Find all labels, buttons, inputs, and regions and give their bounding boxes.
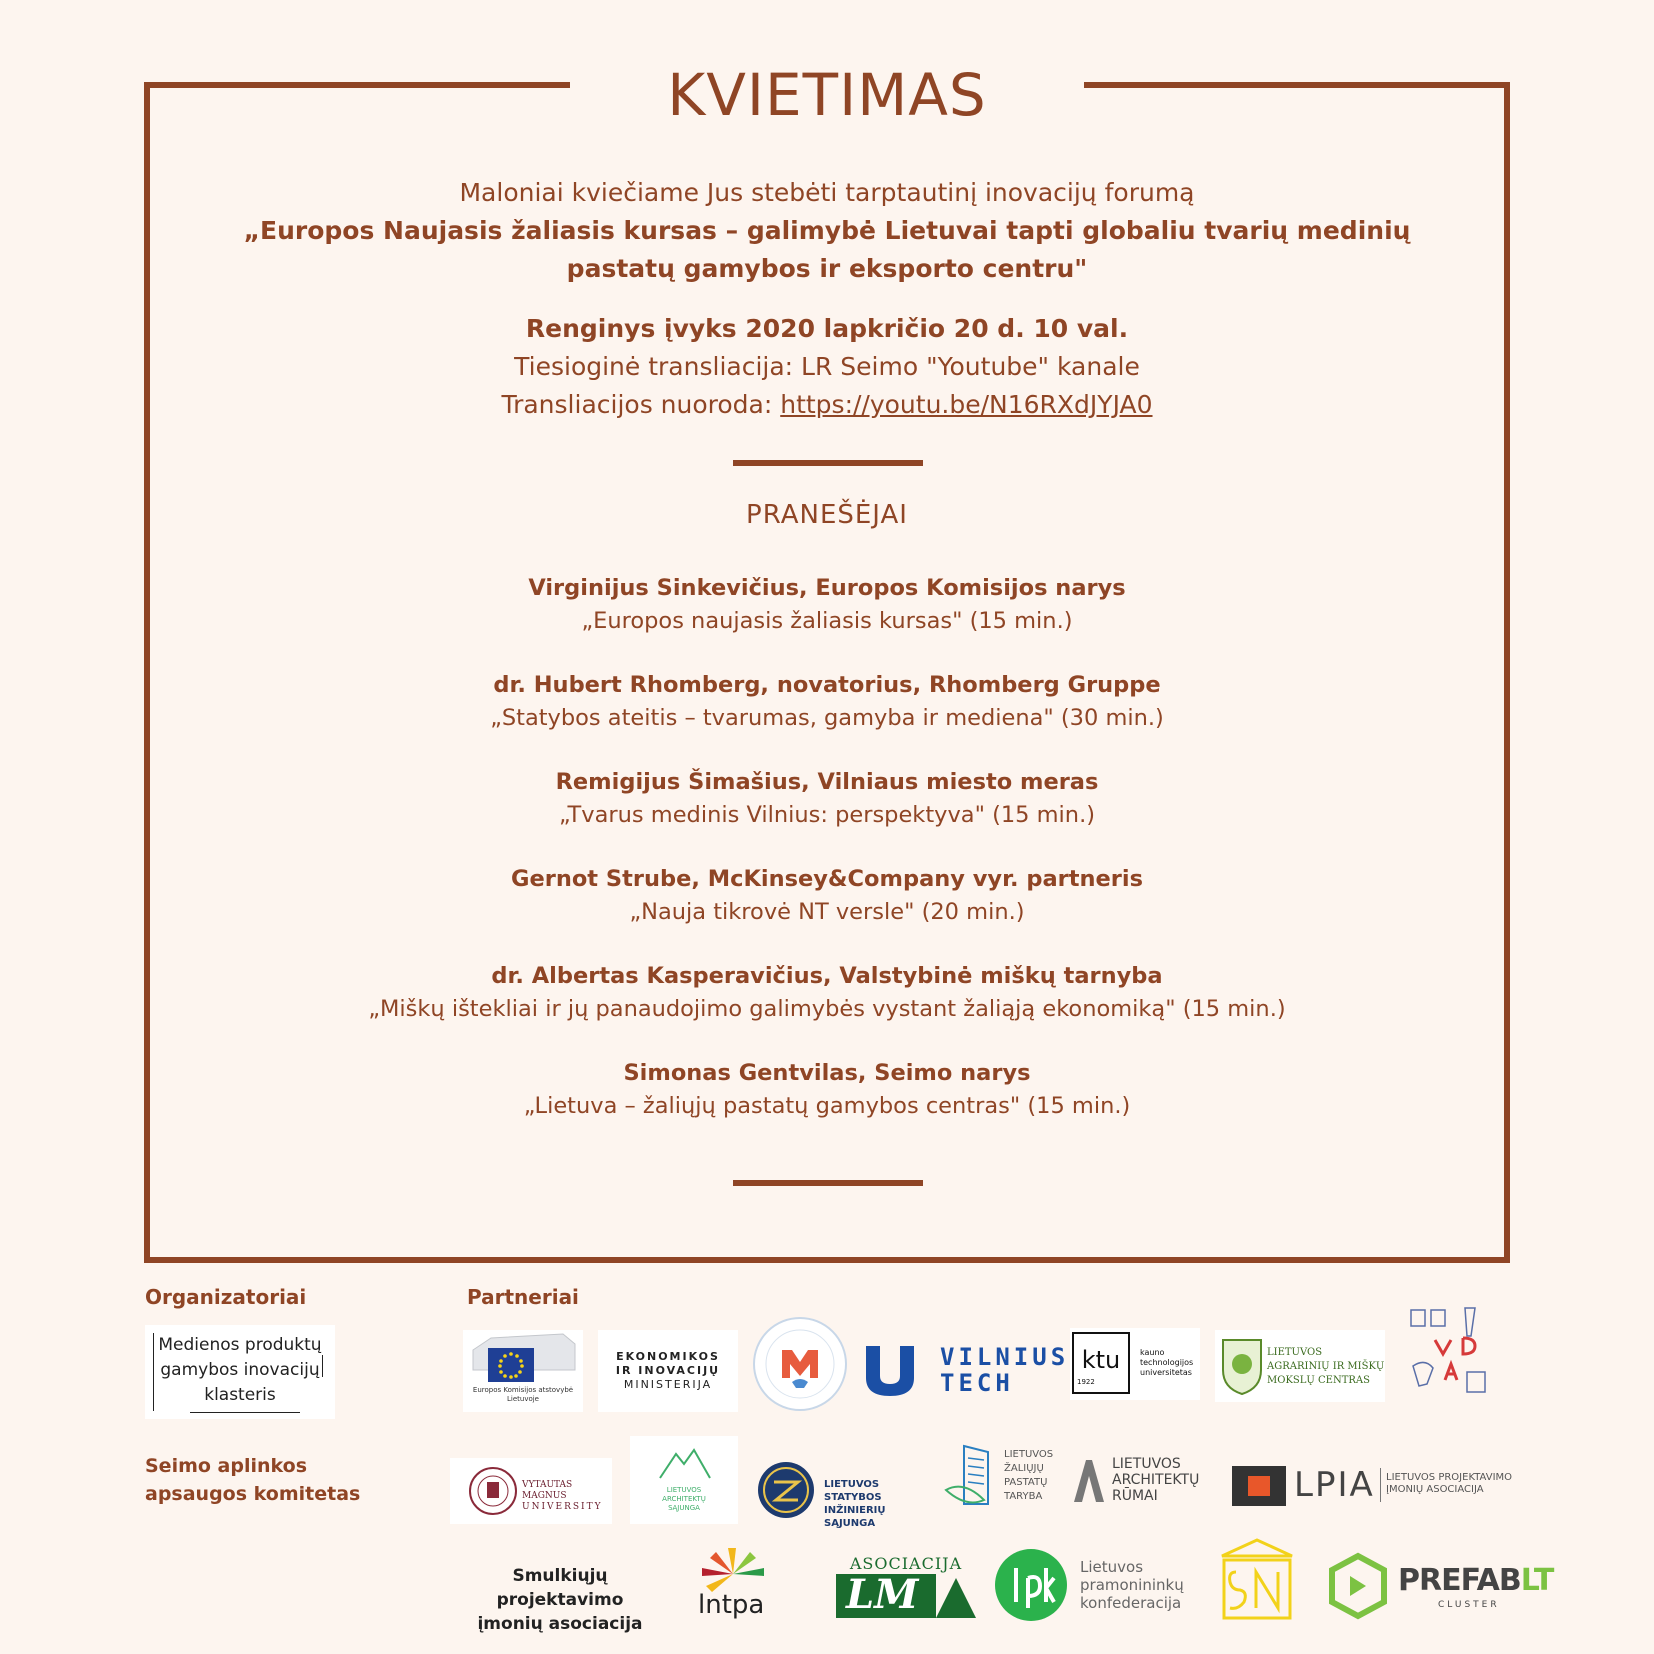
lm-top-text: ASOCIACIJA bbox=[849, 1554, 963, 1573]
vda-logo bbox=[1405, 1306, 1495, 1406]
las-logo bbox=[630, 1436, 738, 1524]
event-date: Renginys įvyks 2020 lapkričio 20 d. 10 val. bbox=[525, 314, 1129, 343]
ec-representation-logo bbox=[463, 1330, 583, 1412]
speaker-name: Simonas Gentvilas, Seimo narys bbox=[623, 1060, 1031, 1086]
ktu-logo bbox=[1070, 1328, 1200, 1400]
stream-info: Tiesioginė transliacija: LR Seimo "Youtube" kanale bbox=[514, 352, 1140, 381]
lpk-text: konfederacija bbox=[1080, 1594, 1182, 1612]
speaker-talk: „Nauja tikrovė NT versle" (20 min.) bbox=[629, 899, 1025, 925]
speaker-item bbox=[160, 960, 1494, 1026]
lzpt-text: TARYBA bbox=[1004, 1491, 1043, 1502]
environment-ministry-logo bbox=[752, 1316, 848, 1412]
environment-ministry-emblem-icon bbox=[752, 1316, 848, 1412]
las-text: LIETUVOS bbox=[666, 1486, 702, 1494]
speaker-name: dr. Hubert Rhomberg, novatorius, Rhomberg Gruppe bbox=[493, 672, 1161, 698]
vilnius-tech-line: TECH bbox=[940, 1369, 1014, 1397]
ec-caption: Europos Komisijos atstovybė bbox=[472, 1386, 574, 1394]
lntpa-text: lntpa bbox=[698, 1590, 765, 1620]
lar-logo bbox=[1070, 1454, 1220, 1510]
speaker-name: Virginijus Sinkevičius, Europos Komisijos narys bbox=[528, 575, 1126, 601]
speaker-name: Gernot Strube, McKinsey&Company vyr. partneris bbox=[511, 866, 1143, 892]
lpia-text: ĮMONIŲ ASOCIACIJA bbox=[1386, 1484, 1484, 1495]
lm-mark: LM bbox=[846, 1571, 919, 1618]
lzpt-text: LIETUVOS bbox=[1004, 1449, 1054, 1460]
lpia-logo bbox=[1232, 1464, 1522, 1508]
lzpt-text: PASTATŲ bbox=[1004, 1477, 1048, 1488]
lsis-emblem-icon bbox=[756, 1460, 816, 1520]
ktu-text: kauno bbox=[1140, 1348, 1165, 1357]
forum-title-line2: pastatų gamybos ir eksporto centru" bbox=[566, 254, 1088, 283]
lsis-text: INŽINIERIŲ SĄJUNGA bbox=[824, 1505, 886, 1529]
speaker-item bbox=[160, 863, 1494, 929]
ktu-text: technologijos bbox=[1140, 1358, 1194, 1367]
eim-line: MINISTERIJA bbox=[623, 1378, 713, 1391]
vdu-text: VYTAUTAS MAGNUS bbox=[522, 1480, 573, 1501]
eim-ministry-logo bbox=[598, 1330, 738, 1412]
speaker-talk: „Europos naujasis žaliasis kursas" (15 min.) bbox=[581, 608, 1073, 634]
organizer-logo-bar bbox=[153, 1333, 154, 1411]
committee-line: apsaugos komitetas bbox=[145, 1483, 361, 1505]
lammc-text: MOKSLŲ CENTRAS bbox=[1267, 1375, 1370, 1386]
divider bbox=[733, 1180, 923, 1186]
eim-line: IR INOVACIJŲ bbox=[615, 1364, 721, 1377]
lpia-text: LIETUVOS PROJEKTAVIMO bbox=[1386, 1472, 1513, 1483]
divider bbox=[733, 460, 923, 466]
forum-title-line1: „Europos Naujasis žaliasis kursas – galimybė Lietuvai tapti globaliu tvarių medinių bbox=[243, 216, 1411, 245]
vdu-text: UNIVERSITY bbox=[522, 1502, 603, 1512]
speakers-heading: PRANEŠĖJAI bbox=[746, 500, 908, 530]
las-text: SĄJUNGA bbox=[668, 1504, 700, 1512]
lpk-text: Lietuvos bbox=[1080, 1558, 1144, 1576]
las-mountain-icon bbox=[654, 1444, 714, 1484]
speaker-item bbox=[160, 572, 1494, 638]
partners-label: Partneriai bbox=[467, 1285, 579, 1309]
speaker-talk: „Miškų ištekliai ir jų panaudojimo galimybės vystant žaliąją ekonomiką" (15 min.) bbox=[368, 996, 1286, 1022]
lar-mark-icon bbox=[1070, 1456, 1110, 1506]
page-title: KVIETIMAS bbox=[667, 61, 987, 129]
intro-line: Maloniai kviečiame Jus stebėti tarptautinį inovacijų forumą bbox=[459, 178, 1195, 207]
speaker-item bbox=[160, 1057, 1494, 1123]
organizer-logo-bar bbox=[322, 1355, 323, 1377]
lm-association-logo bbox=[836, 1554, 976, 1624]
organizers-label: Organizatoriai bbox=[145, 1285, 307, 1309]
ktu-text: universitetas bbox=[1140, 1368, 1192, 1377]
lpia-mark: LPIA bbox=[1294, 1465, 1375, 1505]
committee-label bbox=[145, 1452, 360, 1508]
speakers-list bbox=[160, 572, 1494, 1154]
stream-link-label: Transliacijos nuoroda: bbox=[501, 390, 781, 419]
lsn-building-icon bbox=[1216, 1536, 1298, 1622]
speaker-talk: „Statybos ateitis – tvarumas, gamyba ir mediena" (30 min.) bbox=[490, 705, 1164, 731]
organizer-logo-line: klasteris bbox=[204, 1385, 276, 1405]
lammc-shield-icon bbox=[1219, 1336, 1265, 1396]
organizer-logo-line: gamybos inovacijų bbox=[160, 1360, 320, 1380]
intro bbox=[160, 174, 1494, 288]
vdu-logo bbox=[450, 1458, 612, 1524]
lzpt-text: ŽALIŲJŲ bbox=[1004, 1463, 1044, 1474]
lammc-logo bbox=[1215, 1330, 1385, 1402]
prefab-text: PREFAB bbox=[1398, 1563, 1521, 1598]
speaker-item bbox=[160, 766, 1494, 832]
lpk-logo bbox=[994, 1548, 1194, 1622]
speaker-talk: „Tvarus medinis Vilnius: perspektyva" (15 min.) bbox=[558, 802, 1095, 828]
title-container bbox=[570, 50, 1084, 140]
lzpt-logo bbox=[944, 1442, 1064, 1514]
lammc-text: AGRARINIŲ IR MIŠKŲ bbox=[1267, 1361, 1385, 1372]
lpia-mark-icon bbox=[1232, 1466, 1286, 1506]
prefab-lt-text: LT bbox=[1520, 1563, 1554, 1598]
lammc-text: LIETUVOS bbox=[1267, 1347, 1323, 1358]
event-info bbox=[160, 310, 1494, 424]
vdu-seal-icon bbox=[468, 1464, 518, 1518]
eim-line: EKONOMIKOS bbox=[616, 1350, 720, 1363]
lntpa-logo bbox=[694, 1546, 812, 1624]
lntpa-burst-icon bbox=[698, 1546, 768, 1596]
prefab-cluster-text: CLUSTER bbox=[1438, 1600, 1500, 1610]
spia-text: Smulkiųjų projektavimo bbox=[496, 1566, 624, 1610]
organizer-logo-line: Medienos produktų bbox=[158, 1335, 322, 1355]
prefab-hexagon-icon bbox=[1328, 1554, 1388, 1618]
spia-logo bbox=[450, 1564, 670, 1634]
spia-text: įmonių asociacija bbox=[477, 1614, 643, 1634]
ktu-mark: ktu bbox=[1081, 1346, 1121, 1374]
lsis-text: LIETUVOS STATYBOS bbox=[824, 1479, 882, 1503]
las-text: ARCHITEKTŲ bbox=[662, 1495, 706, 1503]
lsn-logo bbox=[1216, 1536, 1298, 1622]
prefab-lt-logo bbox=[1328, 1554, 1554, 1620]
speaker-talk: „Lietuva – žaliųjų pastatų gamybos centras" (15 min.) bbox=[523, 1093, 1131, 1119]
vilnius-tech-mark-icon bbox=[862, 1340, 922, 1400]
organizer-logo-bar bbox=[190, 1412, 300, 1413]
vilnius-tech-logo bbox=[862, 1340, 1070, 1400]
lar-text: RŪMAI bbox=[1112, 1488, 1158, 1504]
lpk-text: pramonininkų bbox=[1080, 1576, 1184, 1594]
vda-emblem-icon bbox=[1405, 1306, 1495, 1406]
ec-caption: Lietuvoje bbox=[506, 1395, 539, 1403]
lpk-circle-icon bbox=[994, 1548, 1068, 1622]
stream-link-row bbox=[160, 386, 1494, 424]
ktu-year: 1922 bbox=[1077, 1378, 1095, 1386]
organizer-logo bbox=[145, 1325, 335, 1419]
stream-link[interactable]: https://youtu.be/N16RXdJYJA0 bbox=[780, 390, 1153, 419]
vilnius-tech-line: VILNIUS bbox=[940, 1343, 1070, 1371]
lpia-divider bbox=[1380, 1468, 1381, 1502]
lzpt-building-icon bbox=[944, 1442, 1004, 1514]
speaker-item bbox=[160, 669, 1494, 735]
speaker-name: dr. Albertas Kasperavičius, Valstybinė miškų tarnyba bbox=[491, 963, 1163, 989]
lar-text: LIETUVOS bbox=[1112, 1456, 1181, 1472]
lsis-logo bbox=[756, 1460, 936, 1529]
speaker-name: Remigijus Šimašius, Vilniaus miesto meras bbox=[555, 769, 1099, 795]
lar-text: ARCHITEKTŲ bbox=[1112, 1472, 1200, 1488]
committee-line: Seimo aplinkos bbox=[145, 1455, 308, 1477]
